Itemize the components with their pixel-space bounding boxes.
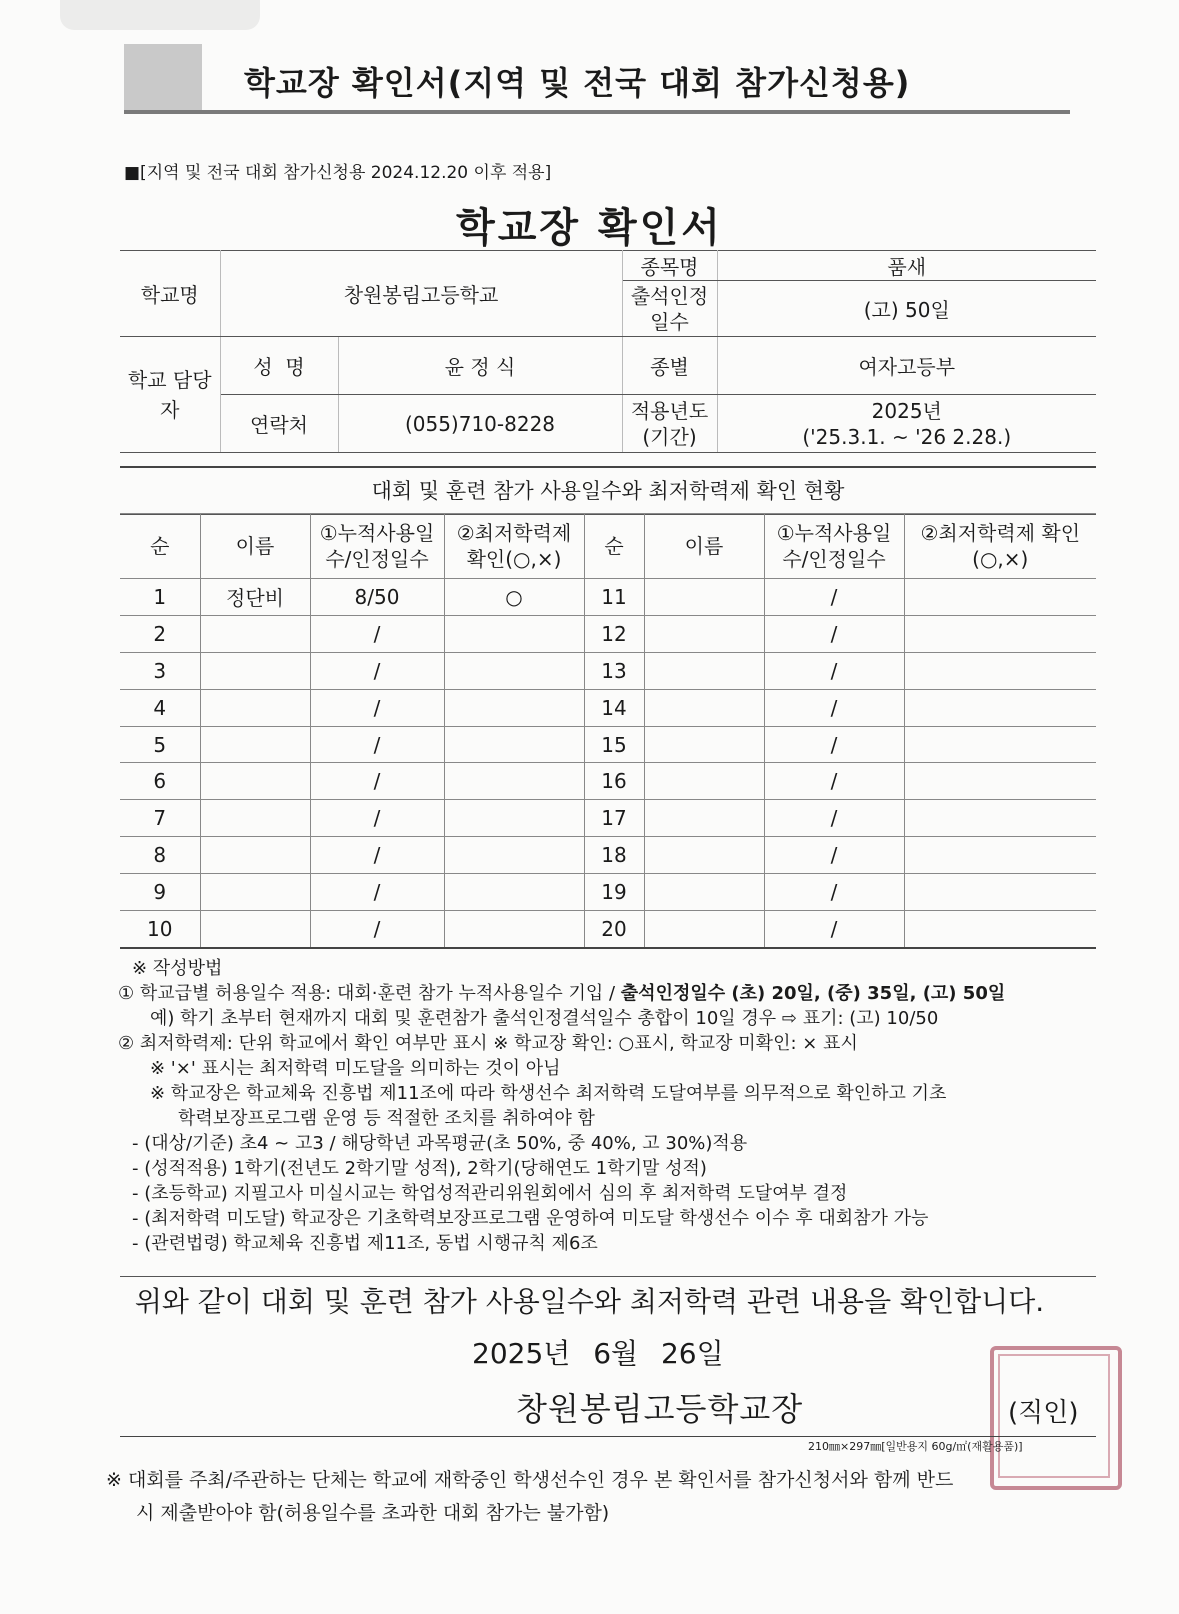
year-label: 적용년도 (기간): [622, 395, 717, 453]
footnote-line1: ※ 대회를 주최/주관하는 단체는 학교에 재학중인 학생선수인 경우 본 확인서를 참가신청서와 함께 반드: [106, 1469, 954, 1491]
table-row: [120, 911, 1096, 948]
cell-no-left: 5: [120, 726, 200, 763]
cell-days-right: /: [764, 689, 904, 726]
cell-check-right: [904, 652, 1096, 689]
footnote-line2: 시 제출받아야 함(허용일수를 초과한 대회 참가는 불가함): [136, 1502, 610, 1524]
table-row: [120, 874, 1096, 911]
cell-no-left: 4: [120, 689, 200, 726]
note-1: [118, 981, 1118, 1006]
header-days-left: ①누적사용일수/인정일수: [310, 514, 444, 579]
cell-name-right: [644, 726, 764, 763]
divider-bottom: [120, 1436, 1096, 1437]
cell-days-right: /: [764, 800, 904, 837]
title-rule: [124, 110, 1070, 114]
cell-no-right: 15: [584, 726, 644, 763]
cell-check-right: [904, 800, 1096, 837]
cell-name-right: [644, 837, 764, 874]
footnote: [106, 1464, 1116, 1530]
cell-name-left: [200, 837, 310, 874]
cell-no-left: 8: [120, 837, 200, 874]
detail-1: - (대상/기준) 초4 ~ 고3 / 해당학년 과목평균(초 50%, 중 40%, 고 30%)적용: [132, 1133, 748, 1154]
name-label: 성 명: [220, 337, 338, 395]
note-2: ② 최저학력제: 단위 학교에서 확인 여부만 표시 ※ 학교장 확인: ○표시, 학교장 미확인: × 표시: [118, 1033, 858, 1054]
cell-days-left: /: [310, 652, 444, 689]
cell-no-left: 6: [120, 763, 200, 800]
table-row: [120, 689, 1096, 726]
title-gray-block: [124, 44, 202, 112]
cell-days-left: /: [310, 726, 444, 763]
cell-no-right: 12: [584, 615, 644, 652]
cell-no-left: 3: [120, 652, 200, 689]
cell-no-right: 11: [584, 579, 644, 616]
cell-check-left: [444, 911, 584, 948]
cell-check-right: [904, 763, 1096, 800]
header-no-left: 순: [120, 514, 200, 579]
doc-title: 학교장 확인서: [456, 205, 723, 251]
cell-no-right: 13: [584, 652, 644, 689]
cell-name-left: [200, 689, 310, 726]
detail-4: - (최저학력 미도달) 학교장은 기초학력보장프로그램 운영하여 미도달 학생선수 이수 후 대회참가 가능: [132, 1208, 929, 1229]
seal-label: (직인): [1008, 1398, 1079, 1428]
cell-name-left: [200, 615, 310, 652]
cell-no-right: 14: [584, 689, 644, 726]
table-row: [120, 726, 1096, 763]
cell-name-left: [200, 911, 310, 948]
cell-no-right: 16: [584, 763, 644, 800]
cell-check-left: [444, 800, 584, 837]
notice: ■[지역 및 전국 대회 참가신청용 2024.12.20 이후 적용]: [124, 163, 552, 183]
attendance-label: 출석인정 일수: [622, 281, 717, 337]
cell-days-right: /: [764, 615, 904, 652]
title-band: [124, 44, 1070, 114]
cell-days-right: /: [764, 837, 904, 874]
table-row: [120, 800, 1096, 837]
confirm-statement: 위와 같이 대회 및 훈련 참가 사용일수와 최저학력 관련 내용을 확인합니다.: [134, 1285, 1045, 1318]
table-row: [120, 837, 1096, 874]
attendance: (고) 50일: [717, 281, 1096, 337]
cell-days-left: /: [310, 615, 444, 652]
sport-label: 종목명: [622, 251, 717, 281]
table-row: [120, 763, 1096, 800]
cell-check-left: [444, 874, 584, 911]
school-name: 창원봉림고등학교: [220, 251, 622, 337]
cell-name-right: [644, 800, 764, 837]
issue-date: 2025년 6월 26일: [472, 1337, 724, 1370]
cell-check-left: [444, 689, 584, 726]
info-table: [120, 250, 1096, 453]
cell-check-left: [444, 615, 584, 652]
cell-no-right: 18: [584, 837, 644, 874]
note-2b-line2: 학력보장프로그램 운영 등 적절한 조치를 취하여야 함: [178, 1108, 595, 1129]
cell-name-right: [644, 874, 764, 911]
cell-days-right: /: [764, 874, 904, 911]
header-days-right: ①누적사용일수/인정일수: [764, 514, 904, 579]
cell-days-right: /: [764, 911, 904, 948]
cell-days-right: /: [764, 763, 904, 800]
cell-name-right: [644, 763, 764, 800]
cell-no-left: 2: [120, 615, 200, 652]
cell-check-right: [904, 911, 1096, 948]
paper-spec: 210㎜×297㎜[일반용지 60g/㎡(재활용품)]: [808, 1440, 1023, 1453]
viewer-tab: [60, 0, 260, 30]
header-name-left: 이름: [200, 514, 310, 579]
cell-check-right: [904, 579, 1096, 616]
note-2b-line1: ※ 학교장은 학교체육 진흥법 제11조에 따라 학생선수 최저학력 도달여부를 의무적으로 확인하고 기초: [150, 1083, 947, 1104]
detail-2: - (성적적용) 1학기(전년도 2학기말 성적), 2학기(당해연도 1학기말 성적): [132, 1158, 707, 1179]
notes: [118, 956, 1118, 1256]
note-1-bold: 출석인정일수 (초) 20일, (중) 35일, (고) 50일: [620, 983, 1006, 1004]
header-check-left: ②최저학력제 확인(○,×): [444, 514, 584, 579]
cell-check-left: ○: [444, 579, 584, 616]
cell-no-left: 1: [120, 579, 200, 616]
cell-name-right: [644, 615, 764, 652]
table-row: [120, 652, 1096, 689]
section-title: 대회 및 훈련 참가 사용일수와 최저학력제 확인 현황: [120, 466, 1096, 515]
cell-days-right: /: [764, 579, 904, 616]
divider: [120, 1276, 1096, 1277]
table-row: [120, 615, 1096, 652]
header-no-right: 순: [584, 514, 644, 579]
cell-days-left: /: [310, 837, 444, 874]
cell-days-right: /: [764, 726, 904, 763]
note-2a: ※ '×' 표시는 최저학력 미도달을 의미하는 것이 아님: [150, 1058, 561, 1079]
cell-days-left: /: [310, 874, 444, 911]
table-row: [120, 579, 1096, 616]
cell-days-right: /: [764, 652, 904, 689]
principal-title: 창원봉림고등학교장: [516, 1390, 804, 1428]
cell-name-left: [200, 874, 310, 911]
cell-name-right: [644, 689, 764, 726]
cell-days-left: /: [310, 800, 444, 837]
cell-check-left: [444, 652, 584, 689]
header-name-right: 이름: [644, 514, 764, 579]
sport: 품새: [717, 251, 1096, 281]
cell-check-left: [444, 763, 584, 800]
year-cell: [717, 395, 1096, 453]
note-1-example: 예) 학기 초부터 현재까지 대회 및 훈련참가 출석인정결석일수 총합이 10일 경우 ⇨ 표기: (고) 10/50: [150, 1008, 939, 1029]
period: ('25.3.1. ~ '26 2.28.): [802, 424, 1012, 449]
cell-name-left: 정단비: [200, 579, 310, 616]
cell-no-right: 19: [584, 874, 644, 911]
note-1-text: ① 학교급별 허용일수 적용: 대회·훈련 참가 누적사용일수 기입 /: [118, 983, 621, 1004]
cell-check-right: [904, 615, 1096, 652]
cell-days-left: /: [310, 689, 444, 726]
cell-name-left: [200, 652, 310, 689]
cell-check-left: [444, 837, 584, 874]
contact: (055)710-8228: [338, 395, 622, 453]
main-title: 학교장 확인서(지역 및 전국 대회 참가신청용): [244, 64, 911, 102]
school-name-label: 학교명: [120, 251, 220, 337]
cell-days-left: /: [310, 763, 444, 800]
manager-name: 윤 정 식: [338, 337, 622, 395]
cell-name-right: [644, 579, 764, 616]
roster-table: [120, 513, 1096, 949]
cell-no-left: 7: [120, 800, 200, 837]
cell-name-right: [644, 652, 764, 689]
cell-days-left: 8/50: [310, 579, 444, 616]
cell-no-left: 9: [120, 874, 200, 911]
cell-check-right: [904, 837, 1096, 874]
cell-no-right: 17: [584, 800, 644, 837]
year: 2025년: [871, 398, 942, 423]
cell-check-right: [904, 689, 1096, 726]
cell-check-right: [904, 726, 1096, 763]
cell-name-right: [644, 911, 764, 948]
manager-label: 학교 담당자: [120, 337, 220, 453]
cell-name-left: [200, 800, 310, 837]
cell-name-left: [200, 763, 310, 800]
header-check-right: ②최저학력제 확인(○,×): [904, 514, 1096, 579]
detail-3: - (초등학교) 지필고사 미실시교는 학업성적관리위원회에서 심의 후 최저학력 도달여부 결정: [132, 1183, 848, 1204]
category: 여자고등부: [717, 337, 1096, 395]
cell-no-left: 10: [120, 911, 200, 948]
cell-name-left: [200, 726, 310, 763]
cell-days-left: /: [310, 911, 444, 948]
cell-check-left: [444, 726, 584, 763]
notes-heading: ※ 작성방법: [132, 958, 223, 979]
cell-check-right: [904, 874, 1096, 911]
detail-5: - (관련법령) 학교체육 진흥법 제11조, 동법 시행규칙 제6조: [132, 1233, 598, 1254]
contact-label: 연락처: [220, 395, 338, 453]
cell-no-right: 20: [584, 911, 644, 948]
category-label: 종별: [622, 337, 717, 395]
